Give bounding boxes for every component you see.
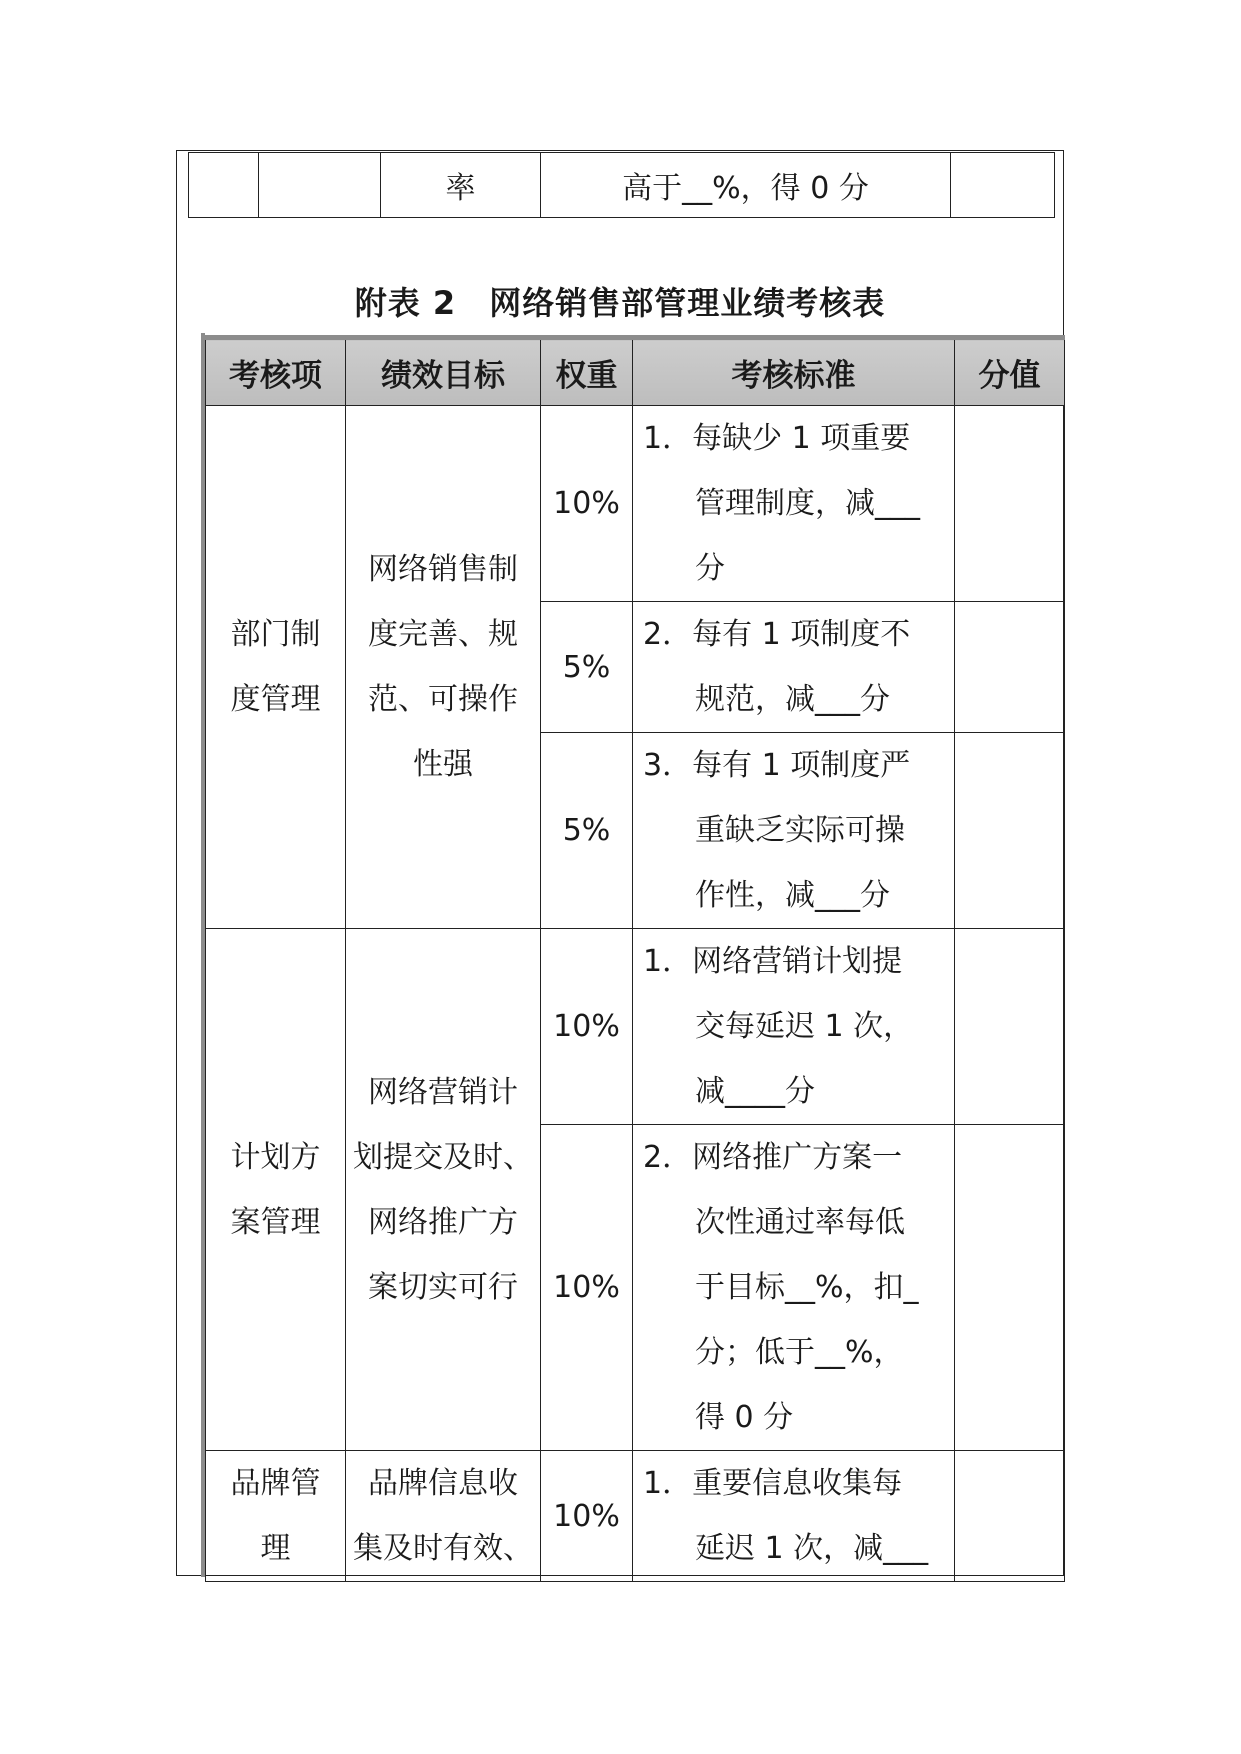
goal-cell: 网络营销计 划提交及时、 网络推广方 案切实可行 [346,929,541,1451]
header-row [206,338,1065,406]
table-title: 附表 2 网络销售部管理业绩考核表 [354,284,886,322]
weight-cell: 5% [541,602,633,733]
weight-cell: 10% [541,406,633,602]
score-cell[interactable] [955,1125,1065,1451]
table-row [189,153,1055,218]
table-cell: 高于__%，得 0 分 [541,153,951,218]
weight-cell: 10% [541,929,633,1125]
score-cell[interactable] [955,1451,1065,1582]
item-cell: 品牌管 理 [206,1451,346,1582]
standard-cell: 2．每有 1 项制度不 规范，减___分 [633,602,955,733]
header-score: 分值 [955,338,1065,406]
score-cell[interactable] [955,406,1065,602]
header-item: 考核项 [206,338,346,406]
standard-cell: 1．网络营销计划提 交每延迟 1 次， 减____分 [633,929,955,1125]
standard-cell: 2．网络推广方案一 次性通过率每低 于目标__%，扣_ 分；低于__%， 得 0 分 [633,1125,955,1451]
item-cell: 计划方 案管理 [206,929,346,1451]
table-cell [259,153,381,218]
table-cell [951,153,1055,218]
weight-cell: 10% [541,1451,633,1582]
goal-cell: 网络销售制 度完善、规 范、可操作 性强 [346,406,541,929]
previous-table-fragment [188,152,1055,218]
header-goal: 绩效目标 [346,338,541,406]
table-cell: 率 [381,153,541,218]
table-cell [189,153,259,218]
goal-cell: 品牌信息收 集及时有效、 [346,1451,541,1582]
standard-cell: 1．重要信息收集每 延迟 1 次，减___ [633,1451,955,1582]
standard-cell: 3．每有 1 项制度严 重缺乏实际可操 作性，减___分 [633,733,955,929]
score-cell[interactable] [955,602,1065,733]
score-cell[interactable] [955,929,1065,1125]
score-cell[interactable] [955,733,1065,929]
table-row [206,929,1065,1125]
weight-cell: 5% [541,733,633,929]
standard-cell: 1．每缺少 1 项重要 管理制度，减___ 分 [633,406,955,602]
table-row [206,406,1065,602]
assessment-table [205,335,1065,1582]
item-cell: 部门制 度管理 [206,406,346,929]
weight-cell: 10% [541,1125,633,1451]
header-standard: 考核标准 [633,338,955,406]
header-weight: 权重 [541,338,633,406]
table-row [206,1451,1065,1582]
